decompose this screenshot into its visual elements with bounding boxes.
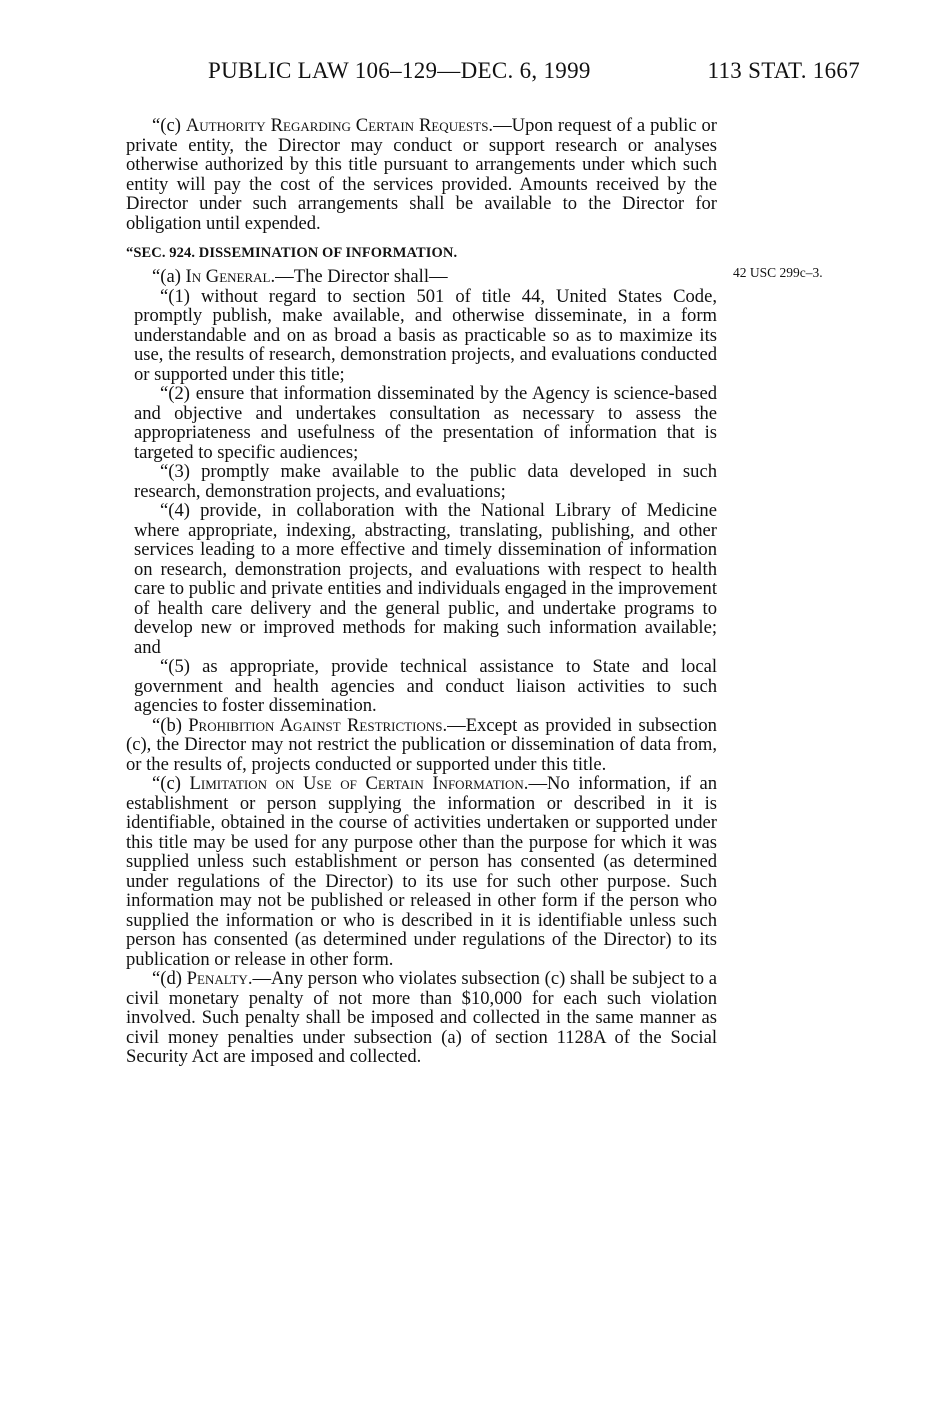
paragraph-heading: Limitation on Use of Certain Information [189,773,524,794]
document-body [126,116,717,1067]
paragraph-a-in-general [126,267,717,287]
paragraph-text: .—Any person who violates subsection (c) shall be subject to a civil monetary penalty of not more than $10,000 for each such violation involved. Such penalty shall be imposed and collected in the same manner as civil money penalties under subsection (a) of section 1128A of the Social Security Act are imposed and collected. [126,968,717,1067]
paragraph-b-prohibition [126,716,717,775]
paragraph-text: .—The Director shall— [270,266,448,287]
list-item-2: “(2) ensure that information disseminated by the Agency is science-based and objective and undertakes consultation as necessary to assess the appropriateness and usefulness of the presentation of information that is targeted to specific audiences; [134,383,717,463]
paragraph-heading: Prohibition Against Restrictions [188,714,443,736]
paragraph-lead: “(b) [152,714,189,736]
paragraph-lead: “(d) [152,968,187,989]
page-header [128,58,860,98]
paragraph-heading: In General [185,266,271,287]
header-citation: PUBLIC LAW 106–129—DEC. 6, 1999 [208,58,591,83]
header-stat-page: 113 STAT. 1667 [707,58,860,83]
paragraph-text: .—Except as provided in subsection (c), the Director may not restrict the publication or dissemination of data from, or the results of, projects conducted or supported under this title. [126,714,717,775]
paragraph-text: .—No information, if an establishment or person supplying the information or described in it is identifiable, obtained in the course of activities undertaken or supported under this title may be used for any purpose other than the purpose for which it was supplied unless such establishment or person has consented (as determined under regulations of the Director) to its use for such other purpose. Such information may not be published or released in other form if the person who supplied the information or who is described in it is identifiable unless such person has consented (as determined under regulations of the Director) to its publication or release in other form. [126,773,717,970]
paragraph-d-penalty [126,969,717,1067]
list-item-3: “(3) promptly make available to the public data developed in such research, demonstration projects, and evaluations; [134,461,717,502]
paragraph-lead: “(a) [152,266,186,287]
margin-usc-citation: 42 USC 299c–3. [733,265,823,280]
paragraph-c-limitation [126,774,717,969]
paragraph-text: .—Upon request of a public or private entity, the Director may conduct or support research or analyses otherwise authorized by this title pursuant to arrangements under which such entity will pay the cost of the services provided. Amounts received by the Director under such arrangements shall be available to the Director for obligation until expended. [126,115,717,234]
paragraph-lead: “(c) [152,115,186,136]
paragraph-c-authority [126,116,717,233]
section-924-heading: “SEC. 924. DISSEMINATION OF INFORMATION. [126,245,458,261]
list-item-5: “(5) as appropriate, provide technical assistance to State and local government and health agencies and conduct liaison activities to such agencies to foster dissemination. [134,656,717,716]
paragraph-heading: Authority Regarding Certain Requests [185,115,489,136]
list-item-1: “(1) without regard to section 501 of title 44, United States Code, promptly publish, make available, and otherwise disseminate, in a form understandable and on as broad a basis as practicable so as to maximize its use, the results of research, demonstration projects, and evaluations conducted or supported under this title; [134,285,717,385]
list-item-4: “(4) provide, in collaboration with the National Library of Medicine where appropriate, indexing, abstracting, translating, publishing, and other services leading to a more effective and timely dissemination of information on research, demonstration projects, and evaluations with respect to health care to public and private entities and individuals engaged in the improvement of health care delivery and the general public, and undertake programs to develop new or improved methods for making such information available; and [134,500,717,658]
paragraph-heading: Penalty [186,968,248,989]
paragraph-lead: “(c) [152,773,190,794]
